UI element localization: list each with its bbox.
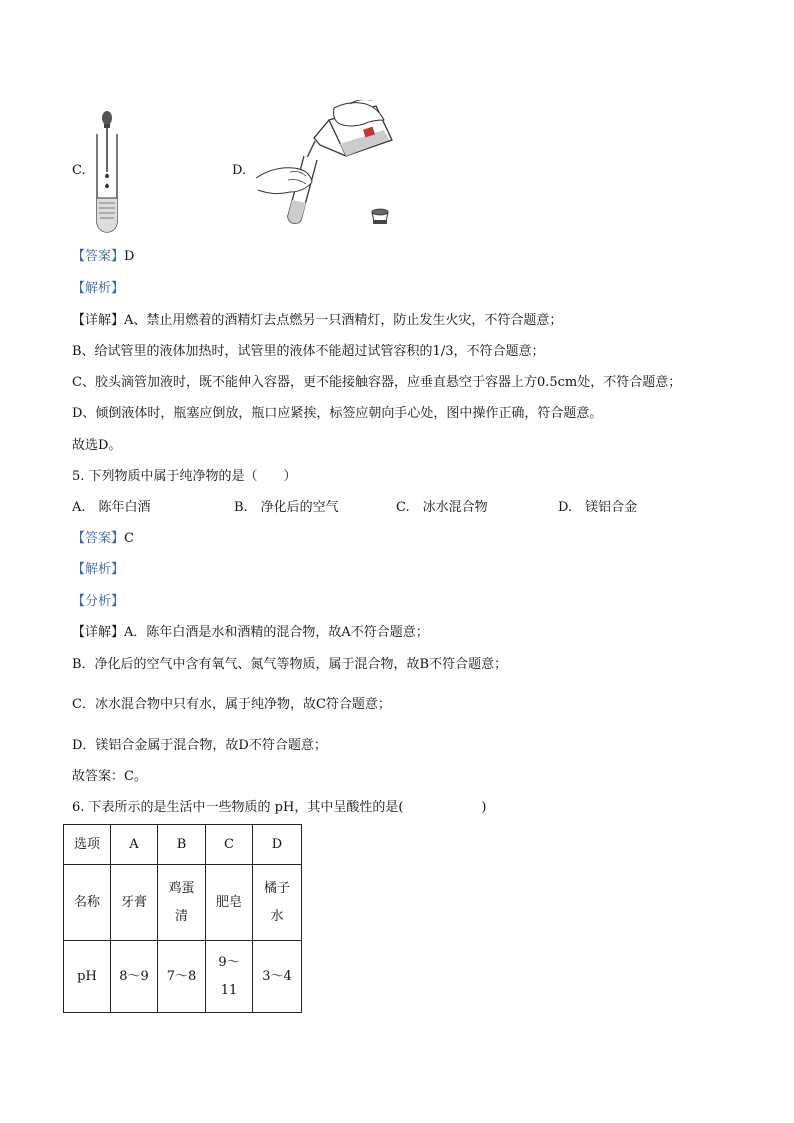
table-row — [64, 825, 302, 865]
q5-option-a: A. 陈年白酒 — [72, 500, 151, 515]
detail-tag: 【详解】 — [72, 625, 125, 640]
table-cell: D — [253, 825, 302, 865]
q6-question: 6. 下表所示的是生活中一些物质的 pH，其中呈酸性的是( ) — [72, 800, 487, 815]
q5-detail-a-text: A．陈年白酒是水和酒精的混合物，故A不符合题意； — [124, 625, 429, 640]
q4-detail-b: B、给试管里的液体加热时，试管里的液体不能超过试管容积的1/3，不符合题意； — [72, 344, 545, 359]
table-cell: 选项 — [64, 825, 111, 865]
q4-detail-a — [72, 312, 562, 330]
q4-analysis-tag: 【解析】 — [72, 281, 125, 296]
q4-conclusion: 故选D。 — [72, 438, 122, 453]
q5-detail-b: B．净化后的空气中含有氧气、氮气等物质，属于混合物，故B不符合题意； — [72, 657, 508, 672]
table-cell multiline: 鸡蛋 清 — [158, 865, 206, 941]
table-row — [64, 865, 302, 941]
q5-detail-c: C．冰水混合物中只有水，属于纯净物，故C符合题意； — [72, 697, 391, 712]
option-d-label: D. — [232, 163, 247, 178]
table-cell: C — [206, 825, 253, 865]
q4-detail-c: C、胶头滴管加液时，既不能伸入容器，更不能接触容器，应垂直悬空于容器上方0.5cm处，不符合题意； — [72, 375, 682, 390]
q5-fenxi-tag: 【分析】 — [72, 594, 125, 609]
table-cell: B — [158, 825, 206, 865]
table-cell: 3～4 — [253, 941, 302, 1013]
answer-tag: 【答案】 — [72, 249, 125, 264]
table-cell multiline: 橘子 水 — [253, 865, 302, 941]
table-cell: 牙膏 — [111, 865, 158, 941]
answer-tag: 【答案】 — [72, 531, 125, 546]
table-row — [64, 941, 302, 1013]
dropper-in-test-tube-icon — [92, 108, 122, 233]
table-cell: pH — [64, 941, 111, 1013]
q5-detail-a — [72, 624, 429, 642]
q4-detail-a-text: A、禁止用燃着的酒精灯去点燃另一只酒精灯，防止发生火灾，不符合题意； — [124, 313, 563, 328]
q4-answer: D — [124, 249, 135, 264]
q5-question: 5. 下列物质中属于纯净物的是（ ） — [72, 469, 297, 484]
pouring-liquid-into-test-tube-icon — [254, 100, 399, 232]
q5-option-d: D. 镁铝合金 — [558, 500, 638, 515]
table-cell: 名称 — [64, 865, 111, 941]
option-c-label: C. — [72, 163, 86, 178]
q5-answer: C — [124, 531, 134, 546]
q5-answer-line — [72, 530, 134, 548]
q4-detail-d: D、倾倒液体时，瓶塞应倒放，瓶口应紧挨，标签应朝向手心处，图中操作正确，符合题意。 — [72, 406, 603, 421]
table-cell: 8～9 — [111, 941, 158, 1013]
table-cell: A — [111, 825, 158, 865]
q5-option-b: B. 净化后的空气 — [234, 500, 339, 515]
detail-tag: 【详解】 — [72, 313, 125, 328]
ph-table — [63, 824, 302, 1013]
table-cell multiline: 9～ 11 — [206, 941, 253, 1013]
q5-detail-d: D．镁铝合金属于混合物，故D不符合题意； — [72, 738, 327, 753]
q5-conclusion: 故答案：C。 — [72, 769, 147, 784]
q4-answer-line — [72, 248, 134, 266]
table-cell: 肥皂 — [206, 865, 253, 941]
q5-analysis-tag: 【解析】 — [72, 562, 125, 577]
q5-option-c: C. 冰水混合物 — [396, 500, 488, 515]
table-cell: 7～8 — [158, 941, 206, 1013]
